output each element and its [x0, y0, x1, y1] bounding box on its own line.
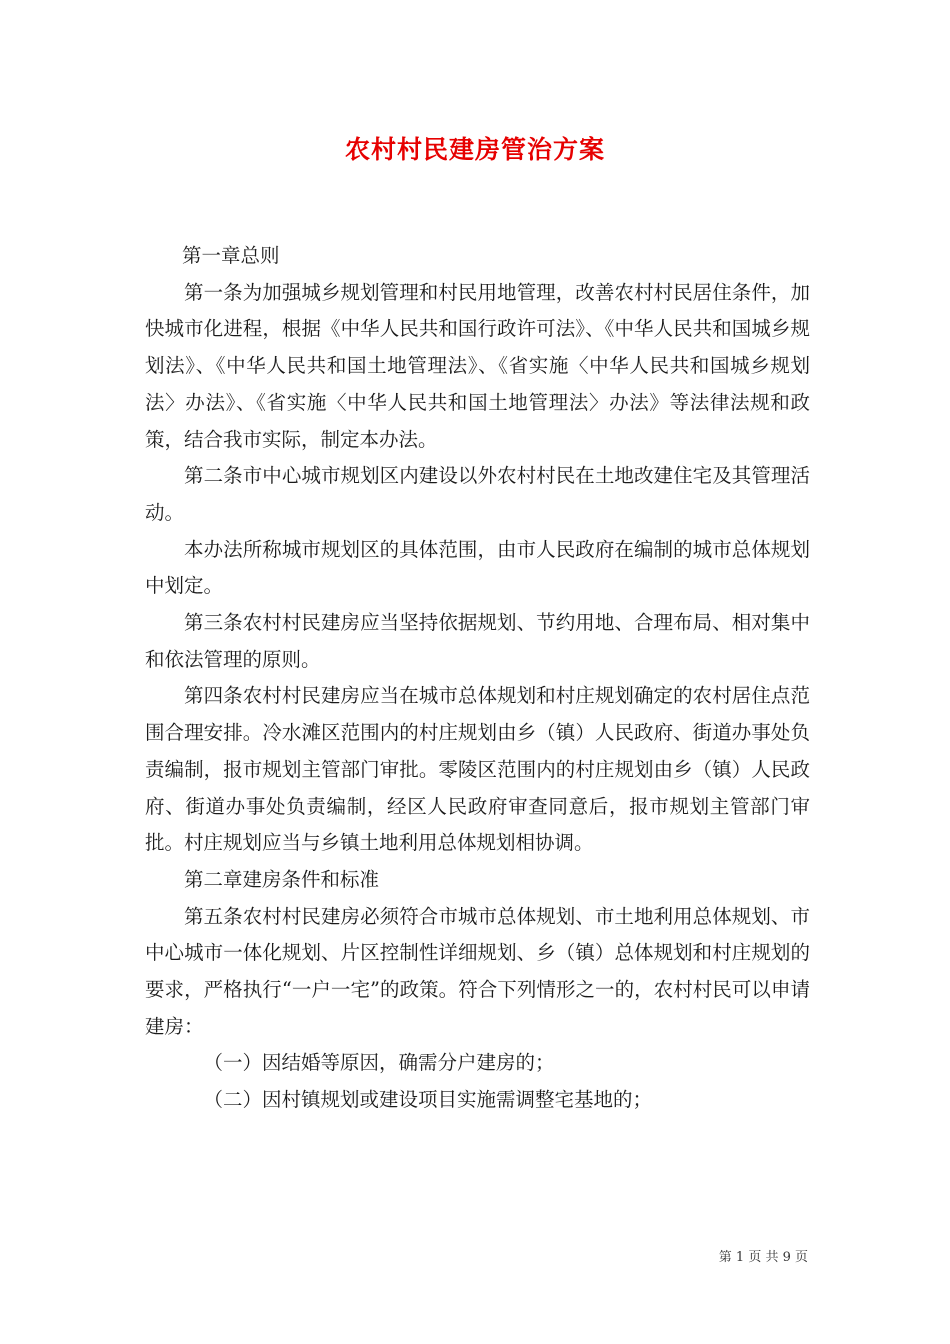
article-paragraph: 第三条农村村民建房应当坚持依据规划、节约用地、合理布局、相对集中和依法管理的原则。: [145, 611, 810, 671]
list-item: （二）因村镇规划或建设项目实施需调整宅基地的；: [203, 1088, 653, 1112]
document-body: [145, 238, 810, 1119]
document-title: 农村村民建房管治方案: [344, 135, 605, 164]
page-number-footer: 第 1 页 共 9 页: [718, 1250, 808, 1265]
chapter-heading: 第一章总则: [182, 244, 280, 267]
article-paragraph: 第一条为加强城乡规划管理和村民用地管理，改善农村村民居住条件，加快城市化进程，根据《中华人民共和国行政许可法》、《中华人民共和国城乡规划法》、《中华人民共和国土地管理法》、《省实施〈中华人民共和国城乡规划法〉办法》、《省实施〈中华人民共和国土地管理法〉办法》等法律法规和政策，结合我市实际，制定本办法。: [145, 280, 810, 451]
article-paragraph: 本办法所称城市规划区的具体范围，由市人民政府在编制的城市总体规划中划定。: [145, 537, 810, 598]
article-paragraph: 第五条农村村民建房必须符合市城市总体规划、市土地利用总体规划、市中心城市一体化规划、片区控制性详细规划、乡（镇）总体规划和村庄规划的要求，严格执行“一户一宅”的政策。符合下列情形之一的，农村村民可以申请建房：: [145, 904, 810, 1038]
article-paragraph: 第四条农村村民建房应当在城市总体规划和村庄规划确定的农村居住点范围合理安排。冷水滩区范围内的村庄规划由乡（镇）人民政府、街道办事处负责编制，报市规划主管部门审批。零陵区范围内的村庄规划由乡（镇）人民政府、街道办事处负责编制，经区人民政府审查同意后，报市规划主管部门审批。村庄规划应当与乡镇土地利用总体规划相协调。: [145, 684, 810, 855]
list-item: （一）因结婚等原因，确需分户建房的；: [203, 1051, 555, 1075]
chapter-heading: 第二章建房条件和标准: [184, 867, 380, 891]
article-paragraph: 第二条市中心城市规划区内建设以外农村村民在土地改建住宅及其管理活动。: [145, 464, 810, 524]
